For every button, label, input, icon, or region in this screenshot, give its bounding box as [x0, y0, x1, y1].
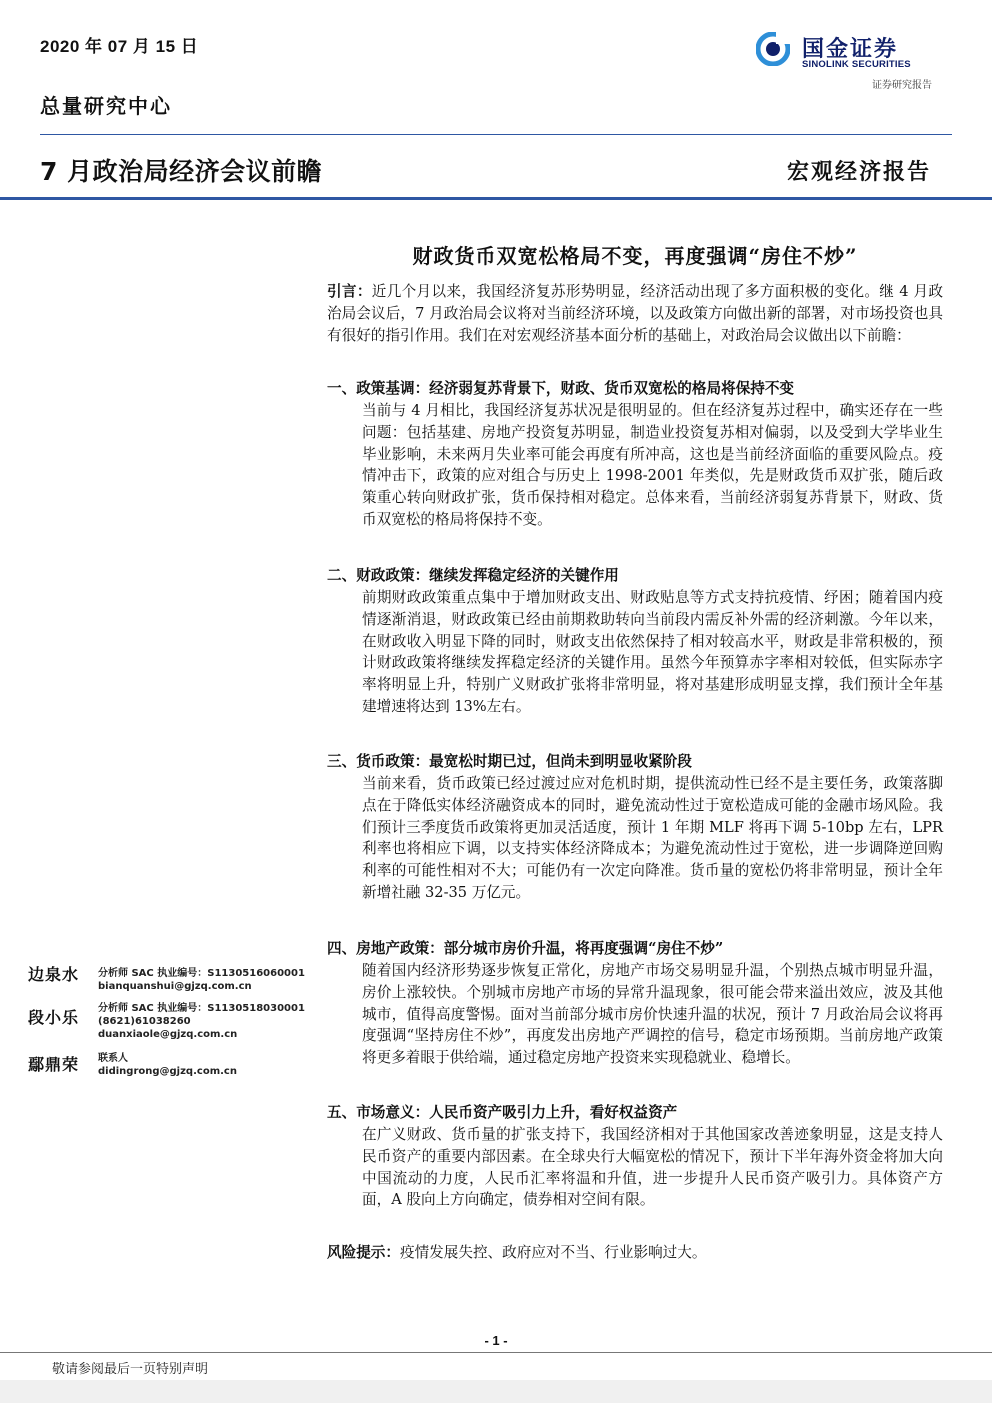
report-type: 宏观经济报告 — [787, 159, 932, 185]
risk-text: 疫情发展失控、政府应对不当、行业影响过大。 — [399, 1244, 707, 1261]
page-number: - 1 - — [484, 1333, 508, 1348]
analyst-sac-id: 分析师 SAC 执业编号：S1130518030001 — [98, 1003, 305, 1014]
section-heading-5: 五、市场意义：人民币资产吸引力上升，看好权益资产 — [327, 1104, 678, 1121]
analyst-info — [98, 1052, 237, 1078]
report-headline: 财政货币双宽松格局不变，再度强调“房住不炒” — [412, 244, 858, 268]
section-body-1: 当前与 4 月相比，我国经济复苏状况是很明显的。但在经济复苏过程中，确实还存在一些问题：包括基建、房地产投资复苏明显，制造业投资复苏相对偏弱，以及受到大学毕业生毕业影响，未来两月失业率可能会再度有所冲高，这也是当前经济面临的重要风险点。疫情冲击下，政策的应对组合与历史上 1998-2001 年类似，先是财政货币双扩张，随后政策重心转向财政扩张，货币保持相对稳定。总体来看，当前经济弱复苏背景下，财政、货币双宽松的格局将保持不变。 — [362, 402, 943, 528]
intro-paragraph — [327, 281, 943, 346]
section-body-5: 在广义财政、货币量的扩张支持下，我国经济相对于其他国家改善迹象明显，这是支持人民币资产的重要内部因素。在全球央行大幅宽松的情况下，预计下半年海外资金将加大向中国流动的力度，人民币汇率将温和升值，进一步提升人民币资产吸引力。具体资产方面，A 股向上方向确定，债券相对空间有限。 — [362, 1126, 943, 1209]
page-title: 7 月政治局经济会议前瞻 — [40, 157, 323, 186]
section-heading-2: 二、财政政策：继续发挥稳定经济的关键作用 — [327, 567, 619, 584]
analyst-email: duanxiaole@gjzq.com.cn — [98, 1029, 238, 1040]
logo-mark-icon — [756, 32, 790, 66]
logo-en-text: SINOLINK SECURITIES — [802, 59, 911, 70]
intro-text: 近几个月以来，我国经济复苏形势明显，经济活动出现了多方面积极的变化。继 4 月政治局会议后，7 月政治局会议将对当前经济环境，以及政策方向做出新的部署，对市场投资也具有很好的指引作用。我们在对宏观经济基本面分析的基础上，对政治局会议做出以下前瞻： — [327, 283, 943, 344]
header-divider — [40, 134, 952, 135]
company-logo — [752, 28, 952, 98]
intro-label: 引言： — [327, 283, 372, 300]
footer-band — [0, 1380, 992, 1403]
analyst-email: didingrong@gjzq.com.cn — [98, 1066, 237, 1077]
analyst-name: 鄢鼎荣 — [28, 1055, 80, 1074]
title-divider — [0, 197, 992, 200]
analyst-email: bianquanshui@gjzq.com.cn — [98, 981, 252, 992]
research-center: 总量研究中心 — [40, 94, 172, 118]
section-body-4: 随着国内经济形势逐步恢复正常化，房地产市场交易明显升温，个别热点城市明显升温，房价上涨较快。个别城市房地产市场的异常升温现象，很可能会带来溢出效应，波及其他城市，值得高度警惕。面对当前部分城市房价快速升温的状况，预计 7 月政治局会议将再度强调“坚持房住不炒”，再度发出房地产严调控的信号，稳定市场预期。当前房地产政策将更多着眼于供给端，通过稳定房地产投资来实现稳就业、稳增长。 — [362, 962, 943, 1067]
section-heading-3: 三、货币政策：最宽松时期已过，但尚未到明显收紧阶段 — [327, 753, 692, 770]
report-date: 2020 年 07 月 15 日 — [40, 37, 199, 56]
analyst-info — [98, 1002, 305, 1041]
analyst-phone: (8621)61038260 — [98, 1016, 191, 1027]
analyst-name: 段小乐 — [28, 1008, 80, 1027]
footer-divider — [0, 1352, 992, 1353]
analyst-role: 联系人 — [98, 1053, 128, 1064]
disclaimer-note: 敬请参阅最后一页特别声明 — [52, 1362, 209, 1377]
section-heading-4: 四、房地产政策：部分城市房价升温，将再度强调“房住不炒” — [327, 940, 724, 957]
risk-notice — [327, 1242, 943, 1264]
risk-label: 风险提示： — [327, 1244, 400, 1261]
section-body-2: 前期财政政策重点集中于增加财政支出、财政贴息等方式支持抗疫情、纾困；随着国内疫情逐渐消退，财政政策已经由前期救助转向当前段内需反补外需的经济刺激。今年以来，在财政收入明显下降的同时，财政支出依然保持了相对较高水平，财政是非常积极的，预计财政政策将继续发挥稳定经济的关键作用。虽然今年预算赤字率相对较低，但实际赤字率将明显上升，特别广义财政扩张将非常明显，将对基建形成明显支撑，我们预计全年基建增速将达到 13%左右。 — [362, 589, 943, 715]
logo-cn-text: 国金证券 — [802, 37, 899, 62]
analyst-info — [98, 967, 305, 993]
logo-subtitle: 证券研究报告 — [872, 80, 932, 91]
analyst-sac-id: 分析师 SAC 执业编号：S1130516060001 — [98, 968, 305, 979]
analyst-name: 边泉水 — [28, 965, 80, 984]
section-body-3: 当前来看，货币政策已经过渡过应对危机时期，提供流动性已经不是主要任务，政策落脚点在于降低实体经济融资成本的同时，避免流动性过于宽松造成可能的金融市场风险。我们预计三季度货币政策将更加灵活适度，预计 1 年期 MLF 将再下调 5-10bp 左右，LPR 利率也将相应下调，以支持实体经济降成本；为避免流动性过于宽松，进一步调降逆回购利率的可能性相对不大；可能仍有一次定向降准。货币量的宽松仍将非常明显，预计全年新增社融 32-35 万亿元。 — [362, 775, 943, 901]
section-heading-1: 一、政策基调：经济弱复苏背景下，财政、货币双宽松的格局将保持不变 — [327, 380, 795, 397]
